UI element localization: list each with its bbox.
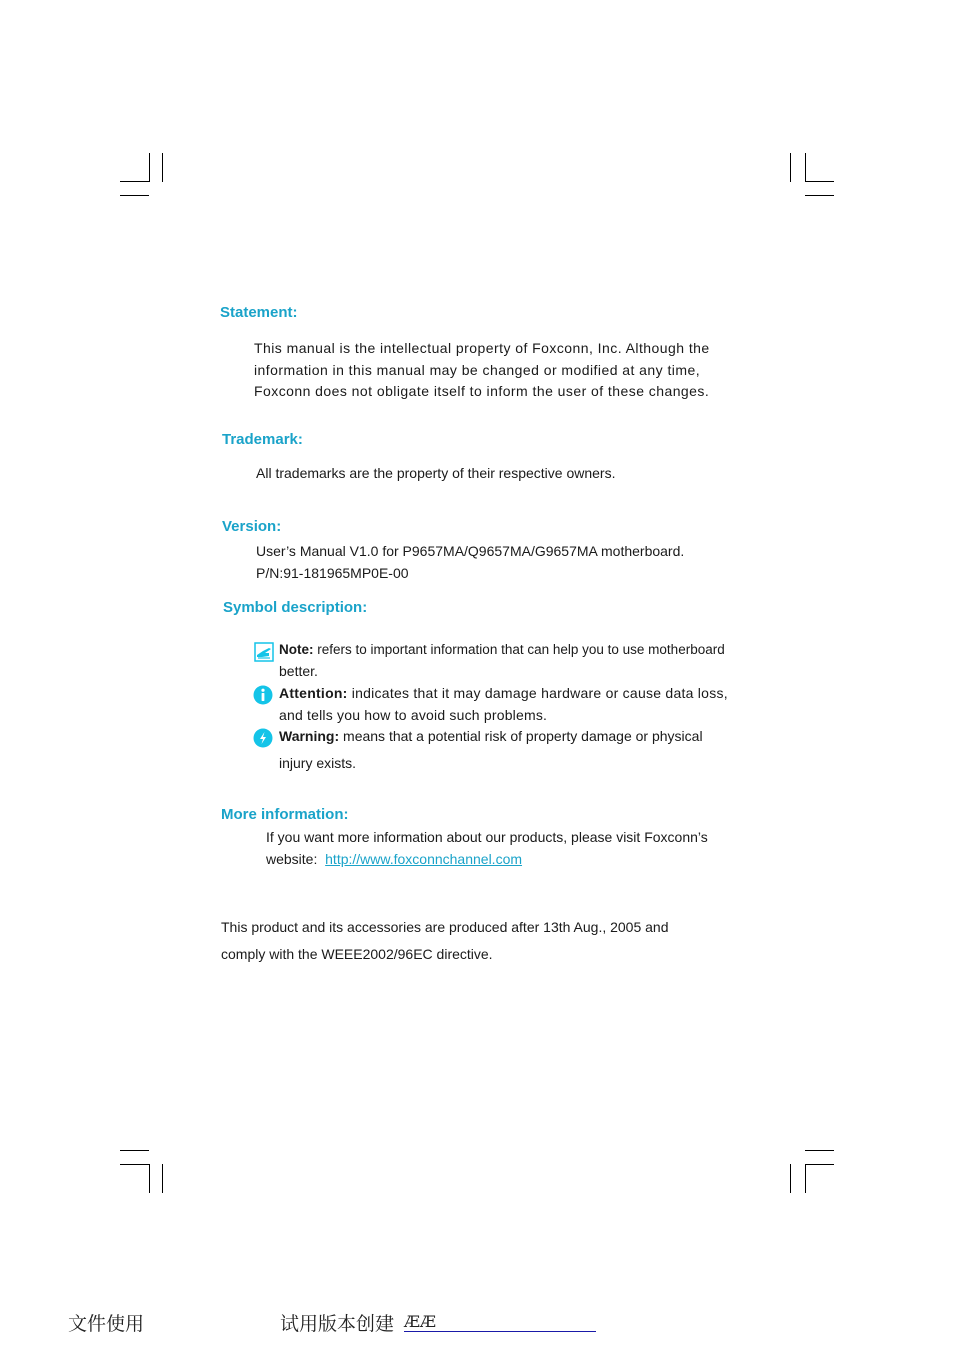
foxconn-website-link[interactable]: http://www.foxconnchannel.com <box>325 851 523 867</box>
warning-line <box>279 728 703 744</box>
version-line: User’s Manual V1.0 for P9657MA/Q9657MA/G9657MA motherboard. <box>256 543 685 559</box>
note-hand-icon <box>254 642 274 662</box>
statement-line: Foxconn does not obligate itself to inform the user of these changes. <box>254 383 710 399</box>
attention-text: indicates that it may damage hardware or cause data loss, <box>347 685 728 701</box>
footer-watermark-left: 文件使用 <box>68 1313 145 1335</box>
crop-mark <box>805 1164 806 1193</box>
statement-line: information in this manual may be changed or modified at any time, <box>254 361 701 378</box>
symbol-heading: Symbol description: <box>223 599 368 616</box>
crop-mark <box>120 195 149 196</box>
crop-mark <box>790 153 791 182</box>
crop-mark <box>120 1150 149 1151</box>
crop-mark <box>805 1150 834 1151</box>
statement-body <box>254 338 710 403</box>
crop-mark <box>805 153 806 182</box>
note-cont: better. <box>279 663 318 679</box>
crop-mark <box>805 195 834 196</box>
crop-mark <box>149 1164 150 1193</box>
attention-line <box>279 685 728 701</box>
crop-mark <box>805 181 834 182</box>
crop-mark <box>162 1164 163 1193</box>
note-label: Note: <box>279 642 314 657</box>
more-info-line: If you want more information about our products, please visit Foxconn’s <box>266 829 708 845</box>
note-line <box>279 642 725 657</box>
more-info-heading: More information: <box>221 806 349 823</box>
part-number: P/N:91-181965MP0E-00 <box>256 565 409 581</box>
version-heading: Version: <box>222 518 282 535</box>
warning-label: Warning: <box>279 728 340 744</box>
compliance-line: This product and its accessories are produced after 13th Aug., 2005 and <box>221 919 669 935</box>
footer-watermark-right: 试用版本创建 <box>280 1313 395 1335</box>
crop-mark <box>162 153 163 182</box>
crop-mark <box>120 1164 149 1165</box>
statement-heading: Statement: <box>220 304 298 321</box>
compliance-line: comply with the WEEE2002/96EC directive. <box>221 946 493 962</box>
statement-line: This manual is the intellectual property of Foxconn, Inc. Although the <box>254 340 710 356</box>
warning-text: means that a potential risk of property damage or physical <box>339 728 703 744</box>
trademark-heading: Trademark: <box>222 431 303 448</box>
info-icon <box>253 685 273 705</box>
warning-cont: injury exists. <box>279 755 357 771</box>
crop-mark <box>790 1164 791 1193</box>
website-label: website: <box>266 851 318 867</box>
compliance-text <box>221 914 669 968</box>
attention-label: Attention: <box>279 685 348 701</box>
crop-mark <box>149 153 150 182</box>
note-text: refers to important information that can help you to use motherboard <box>313 642 725 657</box>
trademark-text: All trademarks are the property of their respective owners. <box>256 465 616 481</box>
more-info-website <box>266 849 522 871</box>
version-body <box>256 540 684 584</box>
attention-cont: and tells you how to avoid such problems. <box>279 707 548 723</box>
footer-watermark-tail: ÆÆ <box>404 1312 437 1331</box>
crop-mark <box>120 181 149 182</box>
lightning-icon <box>253 728 273 748</box>
footer-rule <box>404 1331 596 1332</box>
crop-mark <box>805 1164 834 1165</box>
